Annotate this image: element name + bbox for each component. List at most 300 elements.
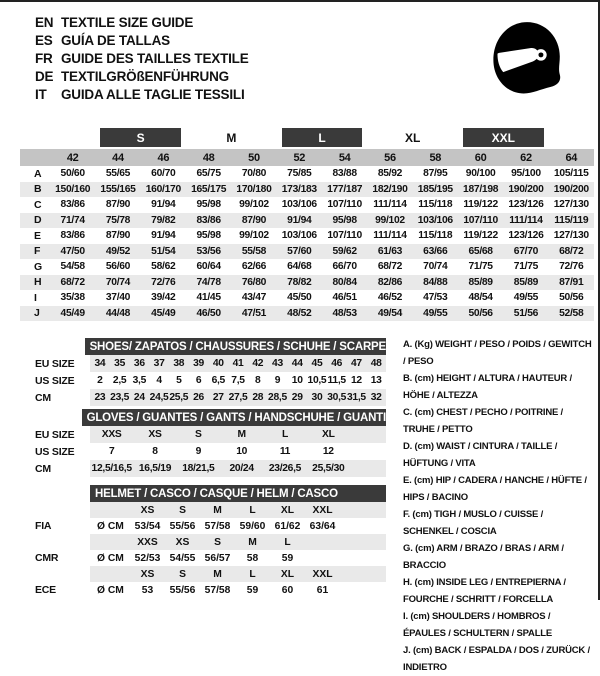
measurement-cell: 49/54 <box>377 307 403 319</box>
measurement-cell: 119/122 <box>463 230 498 242</box>
shoes-section <box>35 338 386 406</box>
helmet-row <box>35 582 386 598</box>
textile-size-table <box>20 128 594 321</box>
measurement-cell: 62/66 <box>241 261 267 273</box>
size-cell: 20/24 <box>229 463 254 474</box>
gloves-section-title: GLOVES / GUANTES / GANTS / HANDSCHUHE / GUANTI <box>82 409 386 426</box>
row-label: CM <box>35 391 51 404</box>
measurement-cell: 50/60 <box>60 168 85 180</box>
size-cell: 26 <box>193 392 204 403</box>
measurement-cell: 190/200 <box>553 183 589 195</box>
measurement-cell: 83/86 <box>60 230 85 242</box>
size-cell: S <box>179 504 186 516</box>
language-code: EN <box>35 14 54 30</box>
row-cells <box>90 355 386 372</box>
size-cell: 23/26,5 <box>268 463 302 474</box>
size-cell: 10 <box>236 446 248 457</box>
size-number-row <box>20 149 594 166</box>
measurement-cell: 187/198 <box>463 183 499 195</box>
measurement-cell: 49/52 <box>105 245 131 257</box>
measurement-row <box>20 228 594 244</box>
spacer <box>20 128 50 147</box>
measurement-cell: 83/86 <box>60 199 85 211</box>
measurement-cell: 83/88 <box>332 168 357 180</box>
size-cell: 40 <box>212 358 224 369</box>
size-cell: 37 <box>153 358 165 369</box>
measurement-cell: 72/76 <box>151 276 176 288</box>
measurement-cell: 45/49 <box>151 307 176 319</box>
measurement-cell: 43/47 <box>241 292 267 304</box>
row-cells <box>90 372 386 389</box>
size-cell: 24,5 <box>149 392 169 403</box>
size-row <box>35 426 386 443</box>
size-number: 46 <box>157 151 170 164</box>
row-cells <box>90 566 386 582</box>
measurement-cell: 47/53 <box>423 292 448 304</box>
measurement-row-label: C <box>34 198 42 211</box>
measurement-row-label: J <box>34 307 40 320</box>
measurement-cell: 82/86 <box>377 276 403 288</box>
size-cell: L <box>249 568 256 580</box>
measurement-cell: 47/51 <box>241 307 267 319</box>
measurement-cell: 182/190 <box>372 183 408 195</box>
size-number: 52 <box>293 151 306 164</box>
size-group-header-row <box>20 128 594 147</box>
row-cells <box>90 460 386 477</box>
measurement-cell: 63/66 <box>423 245 448 257</box>
measurement-cell: 99/102 <box>375 214 405 226</box>
size-cell: 28,5 <box>268 392 287 403</box>
measurement-cell: 111/114 <box>373 230 407 242</box>
measurement-row-label: H <box>34 276 42 289</box>
size-cell: M <box>213 568 222 580</box>
measurement-cell: 127/130 <box>553 230 589 242</box>
size-cell: M <box>213 504 222 516</box>
legend-list <box>403 336 595 676</box>
language-title: TEXTILE SIZE GUIDE <box>61 14 194 30</box>
size-cell: 25,5 <box>169 392 189 403</box>
measurement-cell: 123/126 <box>508 230 544 242</box>
measurement-cell: 66/70 <box>332 261 357 273</box>
language-title: GUÍA DE TALLAS <box>61 32 170 48</box>
measurement-cell: 170/180 <box>236 183 272 195</box>
measurement-cell: 160/170 <box>145 183 181 195</box>
row-label: US SIZE <box>35 374 75 387</box>
measurement-cell: 90/100 <box>465 168 496 180</box>
measurement-cell: 103/106 <box>281 230 317 242</box>
measurement-row <box>20 244 594 260</box>
size-cell: L <box>249 504 256 516</box>
size-cell: 25,5/30 <box>312 463 345 474</box>
size-cell: 43 <box>272 358 283 369</box>
size-group-label: L <box>282 128 363 147</box>
measurement-cell: 71/74 <box>60 214 85 226</box>
measurement-cell: 52/58 <box>559 307 584 319</box>
size-cell: XS <box>140 568 155 580</box>
helmet-row <box>35 502 386 518</box>
size-cell: S <box>179 568 186 580</box>
measurement-cell: 48/53 <box>332 307 357 319</box>
helmet-row <box>35 566 386 582</box>
size-cell: 54/55 <box>169 552 196 564</box>
measurement-row <box>20 290 594 306</box>
size-cell: 5 <box>176 375 182 386</box>
size-cell: XXS <box>137 536 158 548</box>
size-row <box>35 460 386 477</box>
measurement-cell: 45/50 <box>287 292 312 304</box>
size-row <box>35 355 386 372</box>
size-cell: 8 <box>255 375 261 386</box>
measurement-cell: 115/118 <box>418 199 453 211</box>
size-cell: 39 <box>193 358 204 369</box>
language-row <box>35 49 249 67</box>
size-cell: 2,5 <box>112 375 127 386</box>
size-cell: XL <box>280 568 295 580</box>
unit-cell: Ø CM <box>97 520 124 532</box>
size-cell: XS <box>140 504 155 516</box>
measurement-cell: 123/126 <box>508 199 544 211</box>
measurement-cell: 37/40 <box>105 292 131 304</box>
row-cells <box>90 518 386 534</box>
measurement-cell: 45/49 <box>60 307 85 319</box>
measurement-cell: 177/187 <box>327 183 363 195</box>
measurement-cell: 35/38 <box>60 292 85 304</box>
measurement-cell: 103/106 <box>281 199 317 211</box>
measurement-cell: 103/106 <box>417 214 453 226</box>
row-label: US SIZE <box>35 445 75 458</box>
size-cell: 12,5/16,5 <box>91 463 132 474</box>
size-cell: 10 <box>291 375 303 386</box>
measurement-cell: 50/56 <box>468 307 493 319</box>
measurement-cell: 87/90 <box>105 230 131 242</box>
row-cells <box>90 502 386 518</box>
measurement-cell: 95/100 <box>511 168 541 180</box>
shoes-section-title: SHOES/ ZAPATOS / CHAUSSURES / SCHUHE / SCARPE <box>85 338 386 355</box>
size-cell: 59 <box>246 584 259 596</box>
measurement-cell: 41/45 <box>196 292 221 304</box>
size-cell: 58 <box>246 552 259 564</box>
size-cell: 23,5 <box>110 392 130 403</box>
measurement-row <box>20 259 594 275</box>
measurement-cell: 70/74 <box>105 276 131 288</box>
helmet-section <box>35 485 386 598</box>
size-group-label: S <box>100 128 181 147</box>
measurement-cell: 56/60 <box>105 261 131 273</box>
size-cell: 44 <box>291 358 303 369</box>
measurement-row <box>20 166 594 182</box>
measurement-cell: 115/118 <box>418 230 453 242</box>
measurement-cell: 95/98 <box>196 199 221 211</box>
measurement-row <box>20 197 594 213</box>
language-code: DE <box>35 68 54 84</box>
measurement-row-label: I <box>34 291 37 304</box>
legend-item: H. (cm) INSIDE LEG / ENTREPIERNA / FOURCHE / SCHRITT / FORCELLA <box>403 577 566 605</box>
measurement-cell: 87/91 <box>559 276 584 288</box>
size-cell: 7,5 <box>231 375 245 386</box>
size-cell: 6 <box>195 375 202 386</box>
measurement-cell: 68/72 <box>377 261 403 273</box>
language-row <box>35 13 249 31</box>
size-cell: L <box>281 429 288 440</box>
measurement-cell: 84/88 <box>423 276 448 288</box>
measurement-cell: 60/70 <box>151 168 176 180</box>
measurement-cell: 91/94 <box>287 214 312 226</box>
size-cell: 61 <box>316 584 329 596</box>
size-cell: 2 <box>97 375 103 386</box>
spacer <box>50 128 95 147</box>
measurement-cell: 107/110 <box>327 199 362 211</box>
size-row <box>35 372 386 389</box>
size-number: 64 <box>565 151 578 164</box>
measurement-cell: 75/85 <box>287 168 312 180</box>
size-cell: 36 <box>133 358 145 369</box>
measurement-cell: 107/110 <box>463 214 498 226</box>
measurement-cell: 55/58 <box>241 245 267 257</box>
measurement-row-label: F <box>34 245 41 258</box>
row-label: FIA <box>35 520 52 532</box>
measurement-cell: 111/114 <box>373 199 407 211</box>
size-number: 48 <box>202 151 215 164</box>
size-number: 42 <box>66 151 79 164</box>
measurement-cell: 165/175 <box>191 183 227 195</box>
measurement-cell: 48/54 <box>468 292 493 304</box>
row-label: EU SIZE <box>35 428 75 441</box>
size-cell: XXL <box>312 568 333 580</box>
size-group-label: XXL <box>463 128 544 147</box>
legend-item: C. (cm) CHEST / PECHO / POITRINE / TRUHE / PETTO <box>403 407 563 435</box>
measurement-cell: 155/165 <box>100 183 136 195</box>
size-cell: 41 <box>232 358 244 369</box>
size-cell: 35 <box>114 358 126 369</box>
measurement-cell: 95/98 <box>196 230 221 242</box>
measurement-row-label: D <box>34 214 42 227</box>
measurement-row <box>20 306 594 322</box>
measurement-cell: 185/195 <box>417 183 453 195</box>
size-cell: XS <box>175 536 190 548</box>
size-cell: 55/56 <box>169 520 196 532</box>
legend-item: D. (cm) WAIST / CINTURA / TAILLE / HÜFTUNG / VITA <box>403 441 558 469</box>
size-cell: 6,5 <box>211 375 225 386</box>
measurement-cell: 87/95 <box>423 168 448 180</box>
size-cell: 10,5 <box>307 375 327 386</box>
size-cell: 34 <box>94 358 106 369</box>
measurement-cell: 91/94 <box>151 230 176 242</box>
helmet-row <box>35 550 386 566</box>
size-cell: 23 <box>94 392 106 403</box>
legend-item: J. (cm) BACK / ESPALDA / DOS / ZURÜCK / INDIETRO <box>403 645 590 673</box>
helmet-section-title: HELMET / CASCO / CASQUE / HELM / CASCO <box>90 485 386 502</box>
legend-item: F. (cm) TIGH / MUSLO / CUISSE / SCHENKEL / COSCIA <box>403 509 544 537</box>
measurement-cell: 105/115 <box>553 168 589 180</box>
size-cell: 29 <box>291 392 303 403</box>
measurement-cell: 57/60 <box>287 245 312 257</box>
row-label: CM <box>35 462 51 475</box>
language-code: IT <box>35 86 47 102</box>
measurement-row <box>20 182 594 198</box>
measurement-cell: 39/42 <box>151 292 176 304</box>
legend-item: I. (cm) SHOULDERS / HOMBROS / ÉPAULES / SCHULTERN / SPALLE <box>403 611 553 639</box>
measurement-cell: 80/84 <box>332 276 357 288</box>
unit-cell: Ø CM <box>97 552 124 564</box>
size-cell: M <box>248 536 257 548</box>
measurement-cell: 65/75 <box>196 168 221 180</box>
helmet-row <box>35 534 386 550</box>
size-cell: 30,5 <box>327 392 347 403</box>
size-cell: 45 <box>311 358 323 369</box>
unit-cell: Ø CM <box>97 584 124 596</box>
measurement-cell: 91/94 <box>151 199 176 211</box>
size-number: 58 <box>429 151 442 164</box>
measurement-row <box>20 275 594 291</box>
size-cell: 60 <box>281 584 294 596</box>
measurement-cell: 54/58 <box>60 261 85 273</box>
size-cell: 56/57 <box>204 552 231 564</box>
measurement-cell: 59/62 <box>332 245 357 257</box>
size-cell: 30 <box>311 392 323 403</box>
size-cell: L <box>284 536 291 548</box>
size-group-label: M <box>226 130 237 145</box>
language-code: ES <box>35 32 53 48</box>
size-number: 44 <box>112 151 124 164</box>
measurement-row-label: B <box>34 183 42 196</box>
size-group-cell <box>458 128 549 147</box>
size-cell: 16,5/19 <box>138 463 172 474</box>
size-cell: 59 <box>281 552 294 564</box>
measurement-row <box>20 213 594 229</box>
size-cell: S <box>195 429 202 440</box>
size-row <box>35 389 386 406</box>
size-cell: 38 <box>173 358 185 369</box>
measurement-cell: 115/119 <box>554 214 589 226</box>
size-group-cell <box>367 128 458 147</box>
measurement-cell: 72/76 <box>559 261 584 273</box>
size-cell: XXL <box>312 504 333 516</box>
measurement-cell: 70/74 <box>423 261 448 273</box>
size-cell: 42 <box>252 358 264 369</box>
size-cell: 4 <box>156 375 162 386</box>
measurement-cell: 71/75 <box>513 261 539 273</box>
size-cell: 53 <box>141 584 154 596</box>
size-cell: M <box>237 429 246 440</box>
helmet-row <box>35 518 386 534</box>
size-row <box>35 443 386 460</box>
measurement-cell: 49/55 <box>423 307 448 319</box>
size-cell: 57/58 <box>204 520 231 532</box>
language-title: GUIDA ALLE TAGLIE TESSILI <box>61 86 245 102</box>
measurement-cell: 46/52 <box>377 292 403 304</box>
helmet-header-row <box>35 485 386 502</box>
measurement-cell: 85/89 <box>468 276 493 288</box>
size-number: 60 <box>474 151 487 164</box>
helmet-icon <box>486 12 568 106</box>
measurement-cell: 70/80 <box>241 168 267 180</box>
measurement-cell: 107/110 <box>327 230 362 242</box>
legend-item: E. (cm) HIP / CADERA / HANCHE / HÜFTE / HIPS / BACINO <box>403 475 587 503</box>
language-row <box>35 67 249 85</box>
row-cells <box>90 534 386 550</box>
size-number: 62 <box>520 151 532 164</box>
measurement-cell: 64/68 <box>287 261 312 273</box>
size-group-cell <box>95 128 186 147</box>
size-cell: 61/62 <box>274 520 301 532</box>
measurement-cell: 190/200 <box>508 183 544 195</box>
measurement-cell: 75/78 <box>105 214 131 226</box>
size-cell: 59/60 <box>239 520 266 532</box>
measurement-cell: 83/86 <box>196 214 221 226</box>
size-cell: XS <box>148 429 162 440</box>
size-cell: 13 <box>370 375 382 386</box>
row-label: CMR <box>35 552 59 564</box>
measurement-cell: 53/56 <box>196 245 221 257</box>
size-cell: 9 <box>274 375 281 386</box>
legend-item: G. (cm) ARM / BRAZO / BRAS / ARM / BRACCIO <box>403 543 564 571</box>
measurement-cell: 46/50 <box>196 307 221 319</box>
size-cell: 52/53 <box>134 552 161 564</box>
measurement-cell: 71/75 <box>468 261 493 273</box>
language-title: TEXTILGRÖßENFÜHRUNG <box>61 68 229 84</box>
measurement-cell: 51/56 <box>513 307 539 319</box>
measurement-cell: 173/183 <box>281 183 317 195</box>
gloves-header-row <box>35 409 386 426</box>
size-cell: 11,5 <box>327 375 346 386</box>
spacer <box>549 128 594 147</box>
size-cell: 12 <box>322 446 334 457</box>
measurement-cell: 51/54 <box>151 245 176 257</box>
size-group-cell <box>186 128 277 147</box>
measurement-cell: 111/114 <box>509 214 543 226</box>
measurement-row-label: A <box>34 167 42 180</box>
measurement-cell: 85/92 <box>377 168 403 180</box>
language-code: FR <box>35 50 53 66</box>
language-row <box>35 85 249 103</box>
measurement-cell: 127/130 <box>553 199 589 211</box>
measurement-cell: 49/55 <box>513 292 539 304</box>
size-cell: 27 <box>212 392 224 403</box>
row-cells <box>90 443 386 460</box>
row-label: EU SIZE <box>35 357 75 370</box>
language-row <box>35 31 249 49</box>
row-cells <box>90 389 386 406</box>
measurement-row-label: E <box>34 229 41 242</box>
size-group-cell <box>277 128 368 147</box>
measurement-cell: 99/102 <box>239 230 269 242</box>
size-cell: 47 <box>350 358 362 369</box>
measurement-cell: 99/102 <box>239 199 269 211</box>
measurement-cell: 85/89 <box>513 276 539 288</box>
measurement-cell: 47/50 <box>60 245 85 257</box>
size-cell: 24 <box>133 392 145 403</box>
language-title: GUIDE DES TAILLES TEXTILE <box>61 50 249 66</box>
size-cell: 27,5 <box>228 392 248 403</box>
measurement-cell: 87/90 <box>241 214 267 226</box>
gloves-section <box>35 409 386 477</box>
size-cell: 55/56 <box>169 584 196 596</box>
size-cell: 32 <box>370 392 382 403</box>
legend-item: B. (cm) HEIGHT / ALTURA / HAUTEUR / HÖHE / ALTEZZA <box>403 373 572 401</box>
measurement-cell: 76/80 <box>241 276 267 288</box>
size-cell: 57/58 <box>204 584 231 596</box>
size-group-label: XL <box>405 130 421 145</box>
measurement-cell: 50/56 <box>559 292 584 304</box>
size-number: 56 <box>384 151 396 164</box>
size-cell: 7 <box>108 446 115 457</box>
size-cell: 12 <box>350 375 362 386</box>
size-number: 54 <box>338 151 351 164</box>
measurement-cell: 67/70 <box>513 245 539 257</box>
measurement-row-label: G <box>34 260 42 273</box>
measurement-cell: 58/62 <box>151 261 176 273</box>
size-cell: 31,5 <box>346 392 366 403</box>
